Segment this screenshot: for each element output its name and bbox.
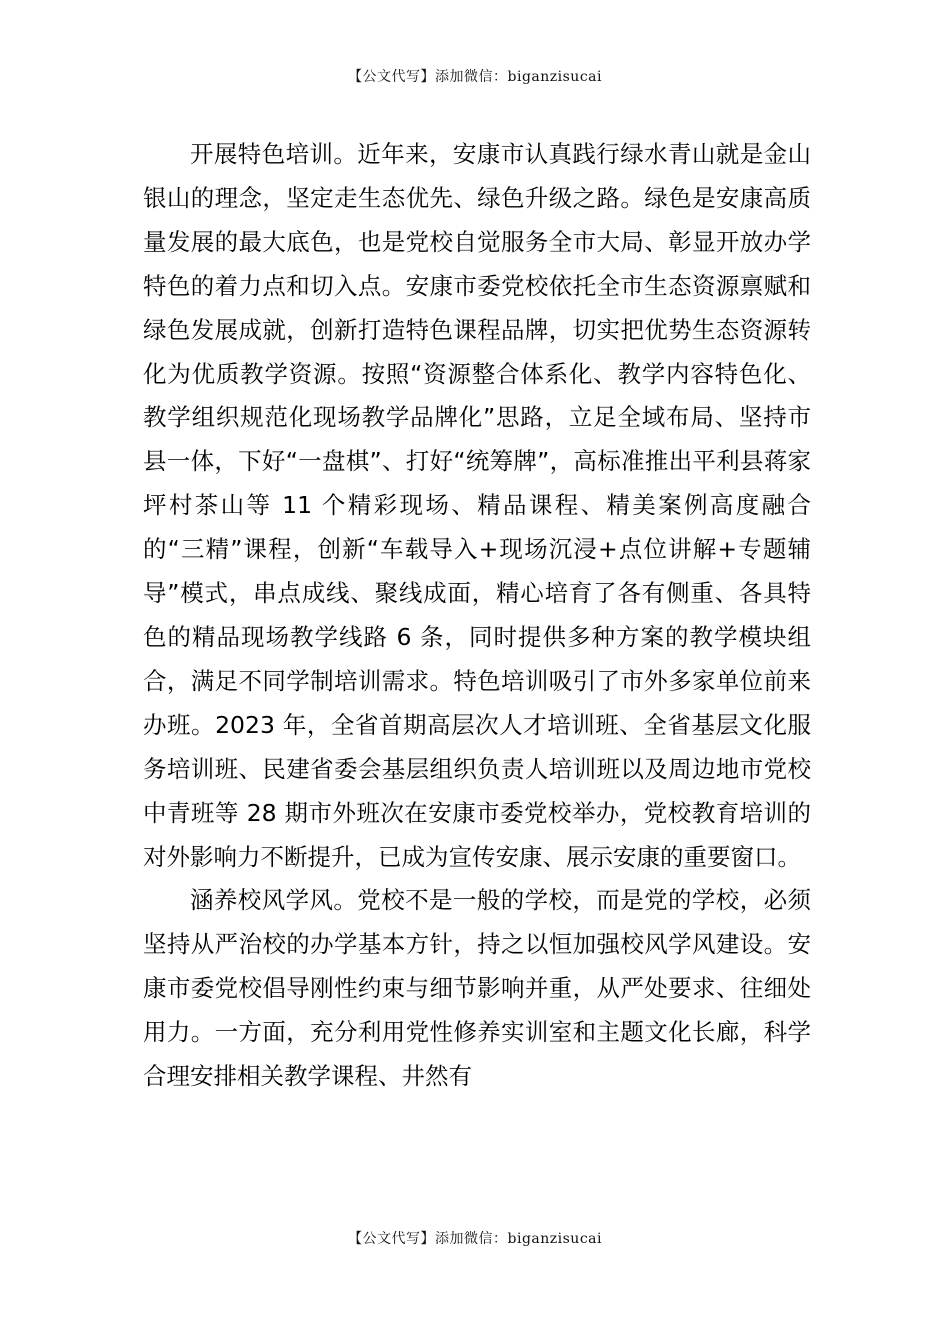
document-body <box>143 133 811 1099</box>
paragraph-special-training: 开展特色培训。近年来，安康市认真践行绿水青山就是金山银山的理念，坚定走生态优先、绿色升级之路。绿色是安康高质量发展的最大底色，也是党校自觉服务全市大局、彰显开放办学特色的着力点和切入点。安康市委党校依托全市生态资源禀赋和绿色发展成就，创新打造特色课程品牌，切实把优势生态资源转化为优质教学资源。按照“资源整合体系化、教学内容特色化、教学组织规范化现场教学品牌化”思路，立足全域布局、坚持市县一体，下好“一盘棋”、打好“统筹牌”，高标准推出平利县蒋家坪村茶山等 11 个精彩现场、精品课程、精美案例高度融合的“三精”课程，创新“车载导入+现场沉浸+点位讲解+专题辅导”模式，串点成线、聚线成面，精心培育了各有侧重、各具特色的精品现场教学线路 6 条，同时提供多种方案的教学模块组合，满足不同学制培训需求。特色培训吸引了市外多家单位前来办班。2023 年，全省首期高层次人才培训班、全省基层文化服务培训班、民建省委会基层组织负责人培训班以及周边地市党校中青班等 28 期市外班次在安康市委党校举办，党校教育培训的对外影响力不断提升，已成为宣传安康、展示安康的重要窗口。 <box>143 140 811 871</box>
paragraph-school-style: 涵养校风学风。党校不是一般的学校，而是党的学校，必须坚持从严治校的办学基本方针，持之以恒加强校风学风建设。安康市委党校倡导刚性约束与细节影响并重，从严处要求、往细处用力。一方面，充分利用党性修养实训室和主题文化长廊，科学合理安排相关教学课程、井然有 <box>143 886 811 1091</box>
page-footer-watermark: 【公文代写】添加微信：biganzisucai <box>348 1231 602 1247</box>
page-header-watermark: 【公文代写】添加微信：biganzisucai <box>348 69 602 85</box>
